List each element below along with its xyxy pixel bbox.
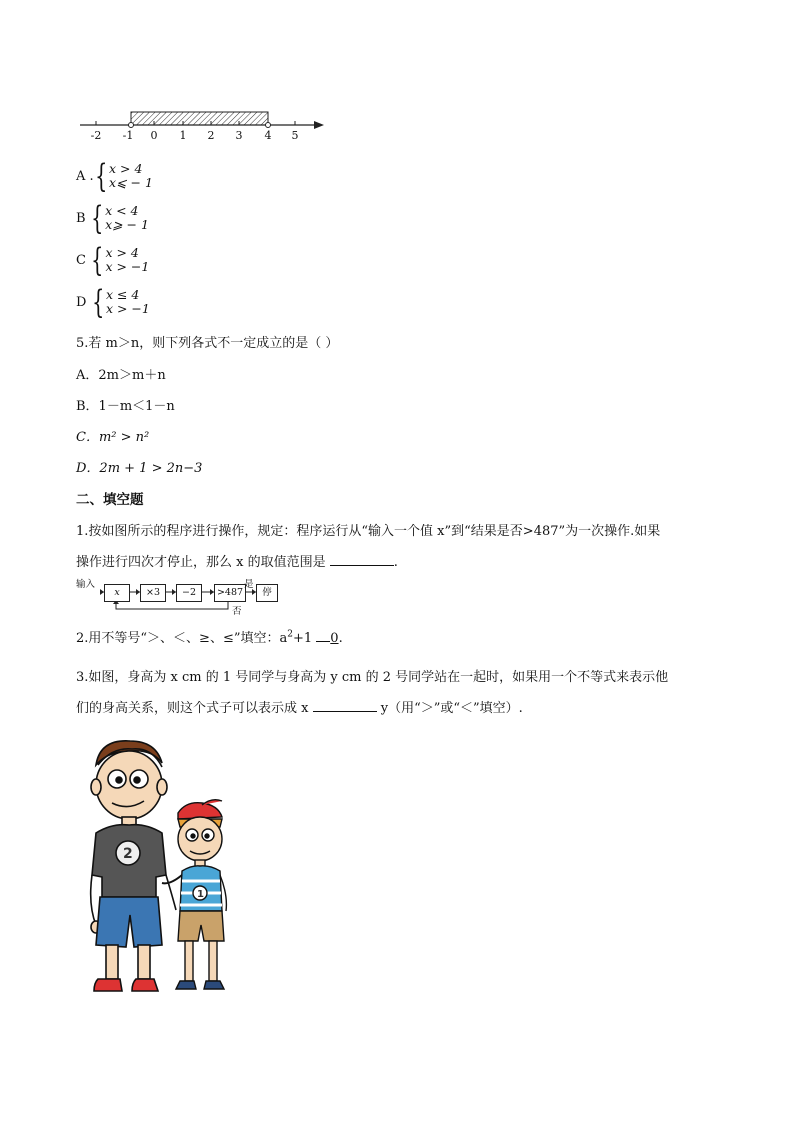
system-line: x⩾ − 1 — [105, 217, 149, 232]
q5-option-c[interactable]: C．m² > n² — [76, 430, 150, 445]
flow-yes-label: 是 — [244, 579, 254, 590]
option-label: B — [76, 210, 86, 226]
q4-option-b[interactable] — [76, 199, 149, 237]
option-label: D — [76, 294, 87, 310]
tall-boy — [91, 741, 176, 991]
section-title: 二、填空题 — [76, 492, 144, 508]
flow-box-minus2: −2 — [176, 584, 202, 602]
fill2-text: +1 — [292, 631, 313, 646]
tick-label: 2 — [207, 129, 215, 142]
fill1-text: 操作进行四次才停止，那么 x 的取值范围是 — [76, 555, 326, 570]
tick-label: 5 — [291, 129, 299, 142]
flow-box-stop: 停 — [256, 584, 278, 602]
system-line: x > 4 — [105, 245, 139, 260]
flow-box-compare: >487 — [214, 584, 246, 602]
shirt-number-2: 2 — [123, 846, 133, 862]
answer-blank[interactable] — [313, 699, 377, 712]
fill3-text: y（用“＞”或“＜”填空）. — [380, 701, 523, 716]
answer-blank[interactable] — [316, 629, 330, 642]
system-line: x < 4 — [105, 203, 139, 218]
shirt-number-1: 1 — [197, 889, 204, 900]
system-line: x⩽ − 1 — [109, 175, 153, 190]
brace-icon: { — [94, 157, 107, 195]
fill2-line — [76, 627, 343, 646]
fill1-line2 — [76, 551, 398, 570]
brace-icon: { — [91, 283, 104, 321]
option-label: C — [76, 252, 86, 268]
flowchart — [76, 576, 286, 616]
fill2-sup: 2 — [287, 629, 293, 640]
fill2-value: 0 — [330, 631, 339, 646]
flow-no-label: 否 — [232, 606, 242, 617]
flow-box-x: x — [104, 584, 130, 602]
q5-option-a[interactable]: A．2m＞m＋n — [76, 368, 166, 383]
answer-blank[interactable] — [330, 553, 394, 566]
q4-option-c[interactable] — [76, 241, 150, 279]
shaded-interval — [131, 112, 268, 125]
q5-option-d[interactable]: D．2m + 1 > 2n−3 — [76, 461, 203, 476]
fill1-line1: 1.按如图所示的程序进行操作，规定：程序运行从“输入一个值 x”到“结果是否>487”为一次操作.如果 — [76, 524, 661, 539]
system-line: x ≤ 4 — [105, 287, 140, 302]
system-line: x > −1 — [105, 259, 150, 274]
number-line — [76, 106, 336, 146]
tick-label: 3 — [235, 129, 243, 142]
tick-label: -1 — [122, 129, 134, 142]
brace-icon: { — [91, 241, 104, 279]
q4-option-a[interactable]: A . { x > 4 x⩽ − 1 — [76, 157, 153, 195]
axis-arrow — [314, 121, 324, 129]
q5-stem: 5.若 m＞n，则下列各式不一定成立的是（ ） — [76, 336, 339, 351]
tick-label: 1 — [179, 129, 187, 142]
brace-icon: { — [90, 199, 103, 237]
fill1-period: . — [393, 555, 398, 570]
open-point-4 — [266, 123, 271, 128]
q5-option-b[interactable]: B．1－m＜1－n — [76, 399, 175, 414]
fill3-line2 — [76, 697, 523, 716]
option-label: A — [76, 168, 86, 184]
fill3-line1: 3.如图，身高为 x cm 的 1 号同学与身高为 y cm 的 2 号同学站在一起时，如果用一个不等式来表示他 — [76, 670, 669, 685]
fill3-text: 们的身高关系，则这个式子可以表示成 x — [76, 701, 309, 716]
q4-option-d[interactable] — [76, 283, 150, 321]
system-line: x > 4 — [109, 161, 143, 176]
system-line: x > −1 — [105, 301, 150, 316]
tick-label: 4 — [264, 129, 272, 142]
tick-label: -2 — [90, 129, 102, 142]
two-boys-illustration — [82, 735, 242, 1000]
flow-input-label: 输入 — [76, 579, 96, 590]
fill2-period: . — [338, 631, 343, 646]
tick-label: 0 — [150, 129, 158, 142]
flow-box-times3: ×3 — [140, 584, 166, 602]
fill2-text: 2.用不等号“＞、＜、≥、≤”填空：a — [76, 631, 288, 646]
open-point-minus1 — [129, 123, 134, 128]
